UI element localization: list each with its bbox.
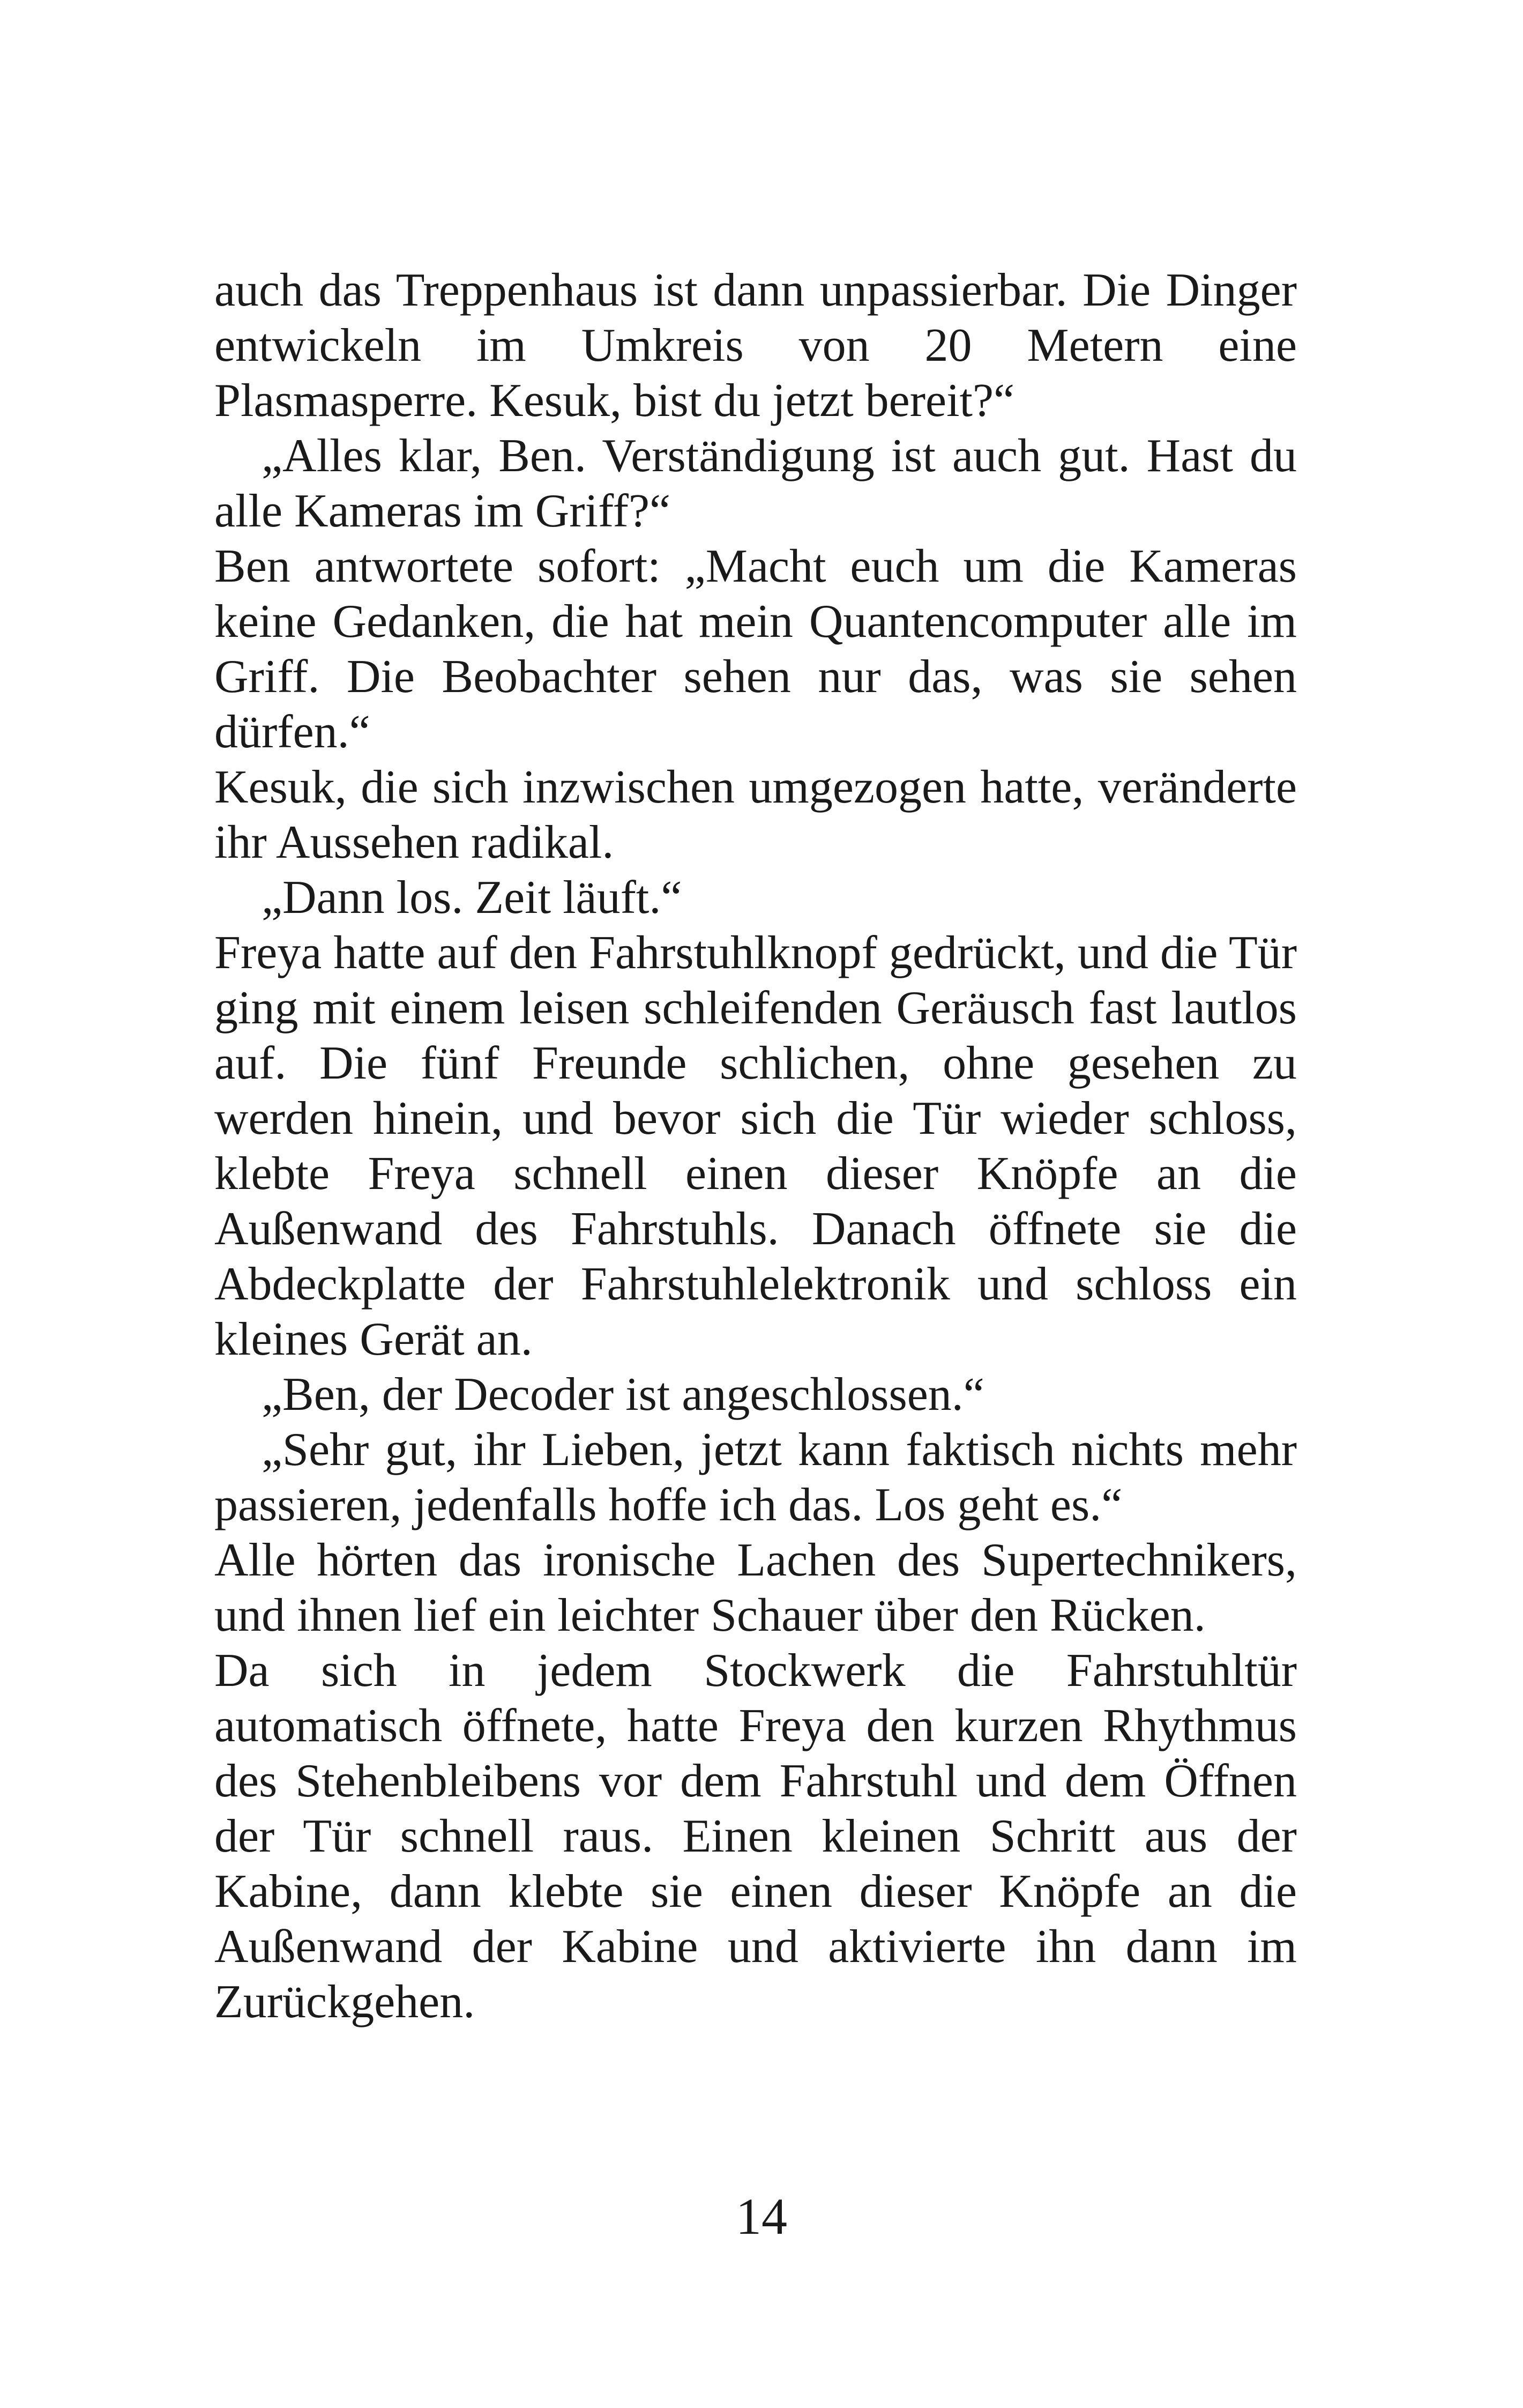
paragraph-1: auch das Treppenhaus ist dann unpassierbar. Die Dinger entwickeln im Umkreis von 20 Metern eine Plasmasperre. Kesuk, bist du jetzt bereit?“ [214,264,1297,427]
paragraph-7: „Ben, der Decoder ist angeschlossen.“ [262,1369,984,1421]
paragraph-2: „Alles klar, Ben. Verständigung ist auch gut. Hast du alle Kameras im Griff?“ [214,430,1297,537]
paragraph-6: Freya hatte auf den Fahrstuhlknopf gedrückt, und die Tür ging mit einem leisen schleifenden Geräusch fast lautlos auf. Die fünf Freunde schlichen, ohne gesehen zu werden hinein, und bevor sich die Tür wieder schloss, klebte Freya schnell einen dieser Knöpfe an die Außenwand des Fahrstuhls. Danach öffnete sie die Abdeckplatte der Fahrstuhlelektronik und schloss ein kleines Gerät an. [214,927,1297,1365]
page-number: 14 [736,2188,787,2245]
paragraph-3: Ben antwortete sofort: „Macht euch um die Kameras keine Gedanken, die hat mein Quantencomputer alle im Griff. Die Beobachter sehen nur das, was sie sehen dürfen.“ [214,540,1297,758]
paragraph-8: „Sehr gut, ihr Lieben, jetzt kann faktisch nichts mehr passieren, jedenfalls hoffe ich das. Los geht es.“ [214,1424,1297,1531]
paragraph-10: Da sich in jedem Stockwerk die Fahrstuhltür automatisch öffnete, hatte Freya den kurzen Rhythmus des Stehenbleibens vor dem Fahrstuhl und dem Öffnen der Tür schnell raus. Einen kleinen Schritt aus der Kabine, dann klebte sie einen dieser Knöpfe an die Außenwand der Kabine und aktivierte ihn dann im Zurückgehen. [214,1645,1297,2028]
paragraph-9: Alle hörten das ironische Lachen des Supertechnikers, und ihnen lief ein leichter Schauer über den Rücken. [214,1534,1297,1641]
body-text [214,263,1297,2030]
paragraph-4: Kesuk, die sich inzwischen umgezogen hatte, veränderte ihr Aussehen radikal. [214,761,1297,868]
paragraph-5: „Dann los. Zeit läuft.“ [262,872,682,924]
